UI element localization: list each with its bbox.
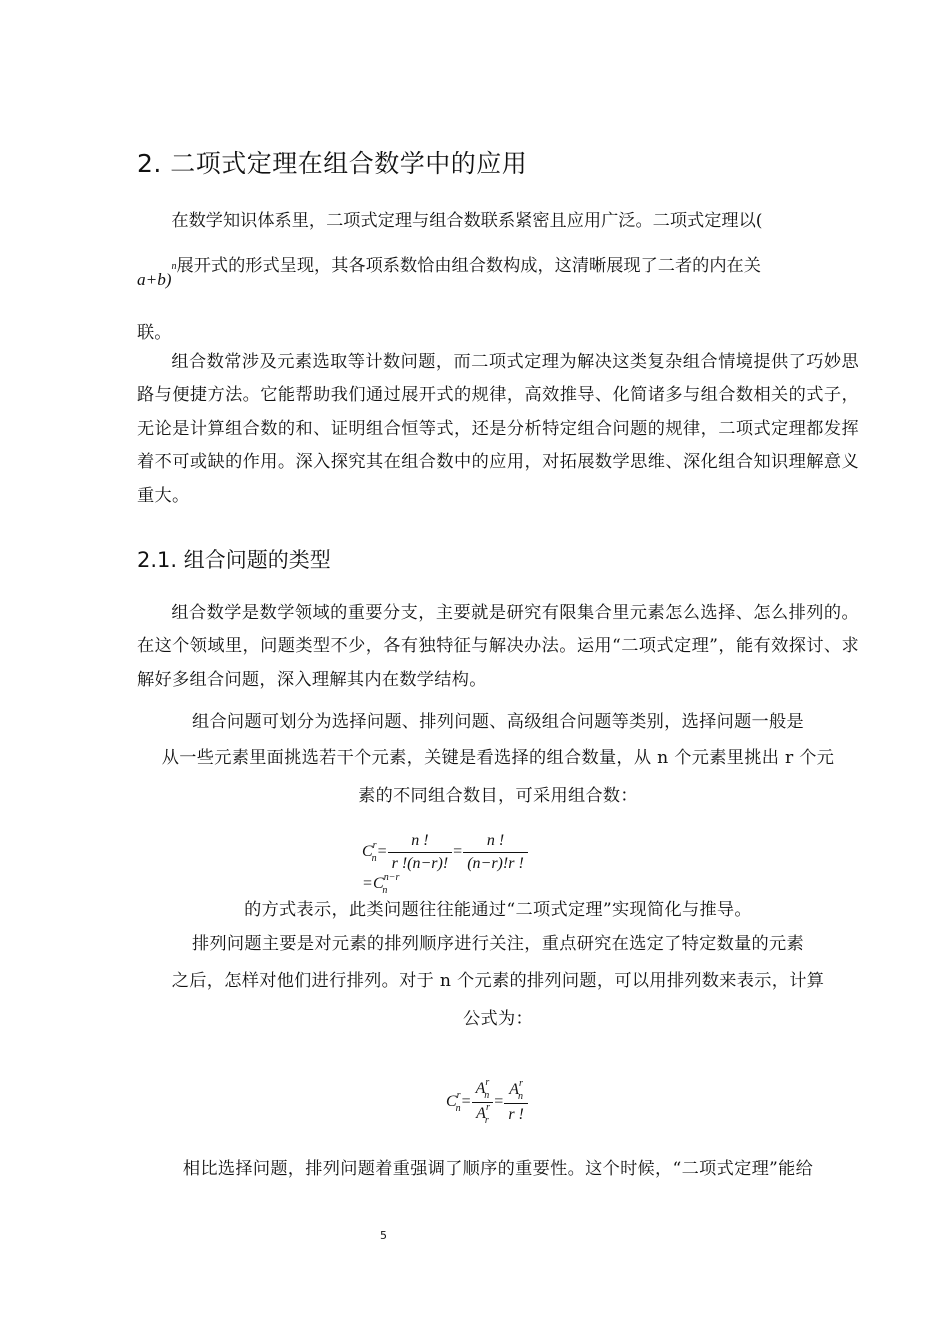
subsection-heading: 2.1. 组合问题的类型 bbox=[137, 548, 331, 572]
intro-line-2 bbox=[137, 251, 859, 289]
formula1-fraction-1: $\frac{n !}{r !(n-r)!}$ bbox=[388, 830, 453, 875]
section-heading: 2. 二项式定理在组合数学中的应用 bbox=[137, 149, 528, 178]
choice-problem-line-3: 素的不同组合数目，可采用组合数： bbox=[358, 786, 638, 806]
permutation-formula: $C^r_n=$ $\frac{A^r_n}{A^r_r}$ = $\frac{A^r_n}{r !}$ bbox=[446, 1078, 528, 1127]
formula2-fraction-2: $\frac{A^r_n}{r !}$ bbox=[504, 1079, 528, 1126]
page-number: 5 bbox=[380, 1229, 387, 1242]
formula2-lhs: $C^r_n$ bbox=[446, 1090, 461, 1115]
formula1-fraction-2: $\frac{n !}{(n-r)!r !}$ bbox=[463, 830, 528, 875]
choice-problem-line-1: 组合问题可划分为选择问题、排列问题、高级组合问题等类别，选择问题一般是 bbox=[191, 712, 805, 732]
permutation-line-1: 排列问题主要是对元素的排列顺序进行关注，重点研究在选定了特定数量的元素 bbox=[191, 934, 805, 954]
intro-line-3: 联。 bbox=[137, 323, 172, 343]
formula1-lhs: $C^r_n$ bbox=[362, 840, 377, 865]
formula2-fraction-1: $\frac{A^r_n}{A^r_r}$ bbox=[472, 1078, 494, 1127]
subsection-paragraph-1: 组合数学是数学领域的重要分支，主要就是研究有限集合里元素怎么选择、怎么排列的。在这个领域里，问题类型不少，各有独特征与解决办法。运用“二项式定理”，能有效探讨、求解好多组合问题，深入理解其内在数学结构。 bbox=[137, 603, 859, 690]
formula1-rhs: $C^{n-r}_n$ bbox=[373, 872, 400, 896]
choice-problem-line-2: 从一些元素里面挑选若干个元素，关键是看选择的组合数量，从 n 个元素里挑出 r 个元 bbox=[161, 748, 835, 768]
permutation-line-2: 之后，怎样对他们进行排列。对于 n 个元素的排列问题，可以用排列数来表示，计算 bbox=[171, 971, 825, 991]
last-line: 相比选择问题，排列问题着重强调了顺序的重要性。这个时候，“二项式定理”能给 bbox=[182, 1159, 814, 1179]
permutation-line-3: 公式为： bbox=[463, 1009, 533, 1029]
intro-paragraph-2: 组合数常涉及元素选取等计数问题，而二项式定理为解决这类复杂组合情境提供了巧妙思路与便捷方法。它能帮助我们通过展开式的规律，高效推导、化简诸多与组合数相关的式子，无论是计算组合数的和、证明组合恒等式，还是分析特定组合问题的规律，二项式定理都发挥着不可或缺的作用。深入探究其在组合数中的应用，对拓展数学思维、深化组合知识理解意义重大。 bbox=[137, 352, 859, 506]
combination-formula: $C^r_n=$ $\frac{n !}{r !(n-r)!}$ = $\frac{n !}{(n-r)!r !}$ $=C^{n-r}_n$ bbox=[362, 830, 553, 893]
after-formula-1: 的方式表示，此类问题往往能通过“二项式定理”实现简化与推导。 bbox=[244, 900, 752, 920]
intro-line-2-text: 展开式的形式呈现，其各项系数恰由组合数构成，这清晰展现了二者的内在关 bbox=[176, 256, 761, 276]
binomial-expression: a+b)$^n$ bbox=[137, 261, 177, 289]
intro-line-1: 在数学知识体系里，二项式定理与组合数联系紧密且应用广泛。二项式定理以( bbox=[171, 211, 763, 231]
